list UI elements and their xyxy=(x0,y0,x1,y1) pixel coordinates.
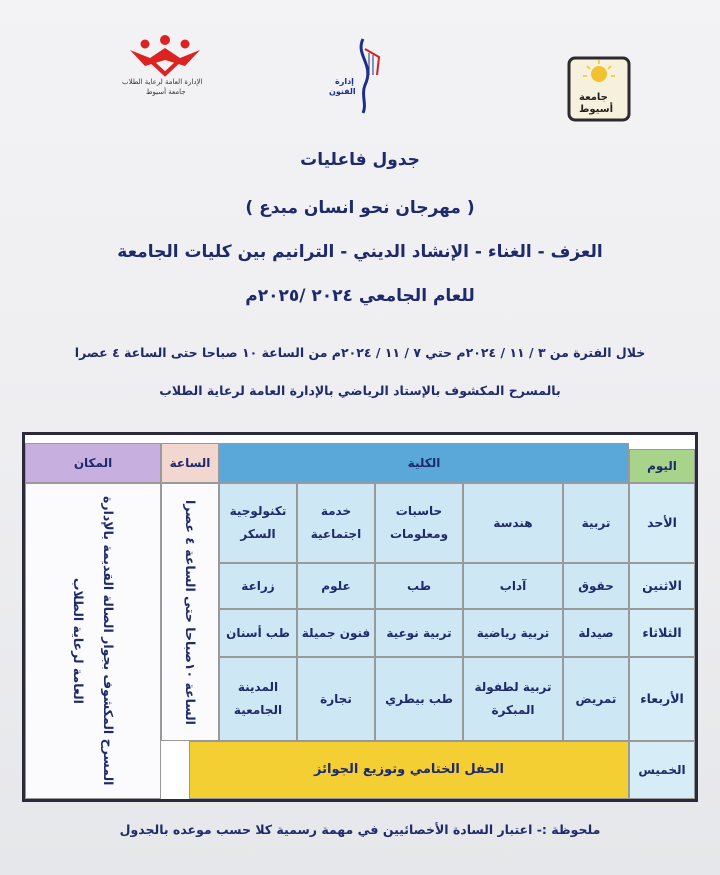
assiut-university-logo xyxy=(565,52,633,124)
faculty-cell: آداب xyxy=(463,563,563,609)
footer-note: ملحوظة :- اعتبار السادة الأخصائيين في مهمة رسمية كلا حسب موعده بالجدول xyxy=(119,822,601,837)
time-cell xyxy=(161,483,219,741)
faculty-cell: صيدلة xyxy=(563,609,629,657)
faculty-cell: تربية نوعية xyxy=(375,609,463,657)
faculty-cell: هندسة xyxy=(463,483,563,563)
activities-line: العزف - الغناء - الإنشاد الديني - الترانيم بين كليات الجامعة xyxy=(117,242,603,262)
faculty-cell: تربية رياضية xyxy=(463,609,563,657)
header-time: الساعة xyxy=(161,443,219,483)
faculty-cell: المدينة الجامعية xyxy=(219,657,297,741)
day-monday: الاثنين xyxy=(629,563,695,609)
faculty-cell: حقوق xyxy=(563,563,629,609)
faculty-cell: حاسبات ومعلومات xyxy=(375,483,463,563)
student-care-logo xyxy=(120,30,210,100)
faculty-cell: تمريض xyxy=(563,657,629,741)
logo-right-caption: جامعة xyxy=(579,92,608,103)
day-tuesday: الثلاثاء xyxy=(629,609,695,657)
faculty-cell: علوم xyxy=(297,563,375,609)
logo-right-caption-2: أسيوط xyxy=(579,104,613,115)
faculty-cell: طب بيطري xyxy=(375,657,463,741)
header-place: المكان xyxy=(25,443,161,483)
place-text: المسرح المكشوف بجوار الصالة القديمة بالإدارة العامة لرعاية الطلاب xyxy=(71,496,116,786)
academic-year: للعام الجامعي ٢٠٢٤ /٢٠٢٥م xyxy=(245,286,475,306)
logo-left-caption: الإدارة العامة لرعاية الطلاب xyxy=(122,78,203,86)
faculty-cell: زراعة xyxy=(219,563,297,609)
schedule-table xyxy=(22,432,698,802)
faculty-cell: تكنولوجية السكر xyxy=(219,483,297,563)
venue-line: بالمسرح المكشوف بالإستاد الرياضي بالإدارة العامة لرعاية الطلاب xyxy=(159,383,561,398)
header-day: اليوم xyxy=(629,449,695,483)
people-icon xyxy=(120,30,210,80)
faculty-cell: تربية لطفولة المبكرة xyxy=(463,657,563,741)
day-thursday: الخميس xyxy=(629,741,695,799)
header-faculty: الكلية xyxy=(219,443,629,483)
faculty-cell: خدمة اجتماعية xyxy=(297,483,375,563)
faculty-cell: تجارة xyxy=(297,657,375,741)
period-line: خلال الفترة من ٣ / ١١ / ٢٠٢٤م حتي ٧ / ١١ / ٢٠٢٤م من الساعة ١٠ صباحا حتى الساعة ٤ عصرا xyxy=(74,345,646,360)
schedule-title: جدول فاعليات xyxy=(300,150,420,170)
logo-mid-caption-2: الفنون xyxy=(329,87,356,96)
day-sunday: الأحد xyxy=(629,483,695,563)
faculty-cell: فنون جميلة xyxy=(297,609,375,657)
place-cell xyxy=(25,483,161,799)
faculty-cell: طب أسنان xyxy=(219,609,297,657)
festival-name: ( مهرجان نحو انسان مبدع ) xyxy=(245,198,475,218)
harp-icon xyxy=(325,35,395,115)
arts-department-logo xyxy=(325,35,395,115)
logo-mid-caption: إدارة xyxy=(335,77,354,86)
closing-ceremony: الحفل الختامي وتوزيع الجوائز xyxy=(189,741,629,799)
faculty-cell: تربية xyxy=(563,483,629,563)
faculty-cell: طب xyxy=(375,563,463,609)
day-wednesday: الأربعاء xyxy=(629,657,695,741)
logo-left-caption-2: جامعة أسيوط xyxy=(146,88,186,96)
time-text: الساعة ١٠صباحا حتى الساعة ٤ عصرا xyxy=(182,499,198,725)
